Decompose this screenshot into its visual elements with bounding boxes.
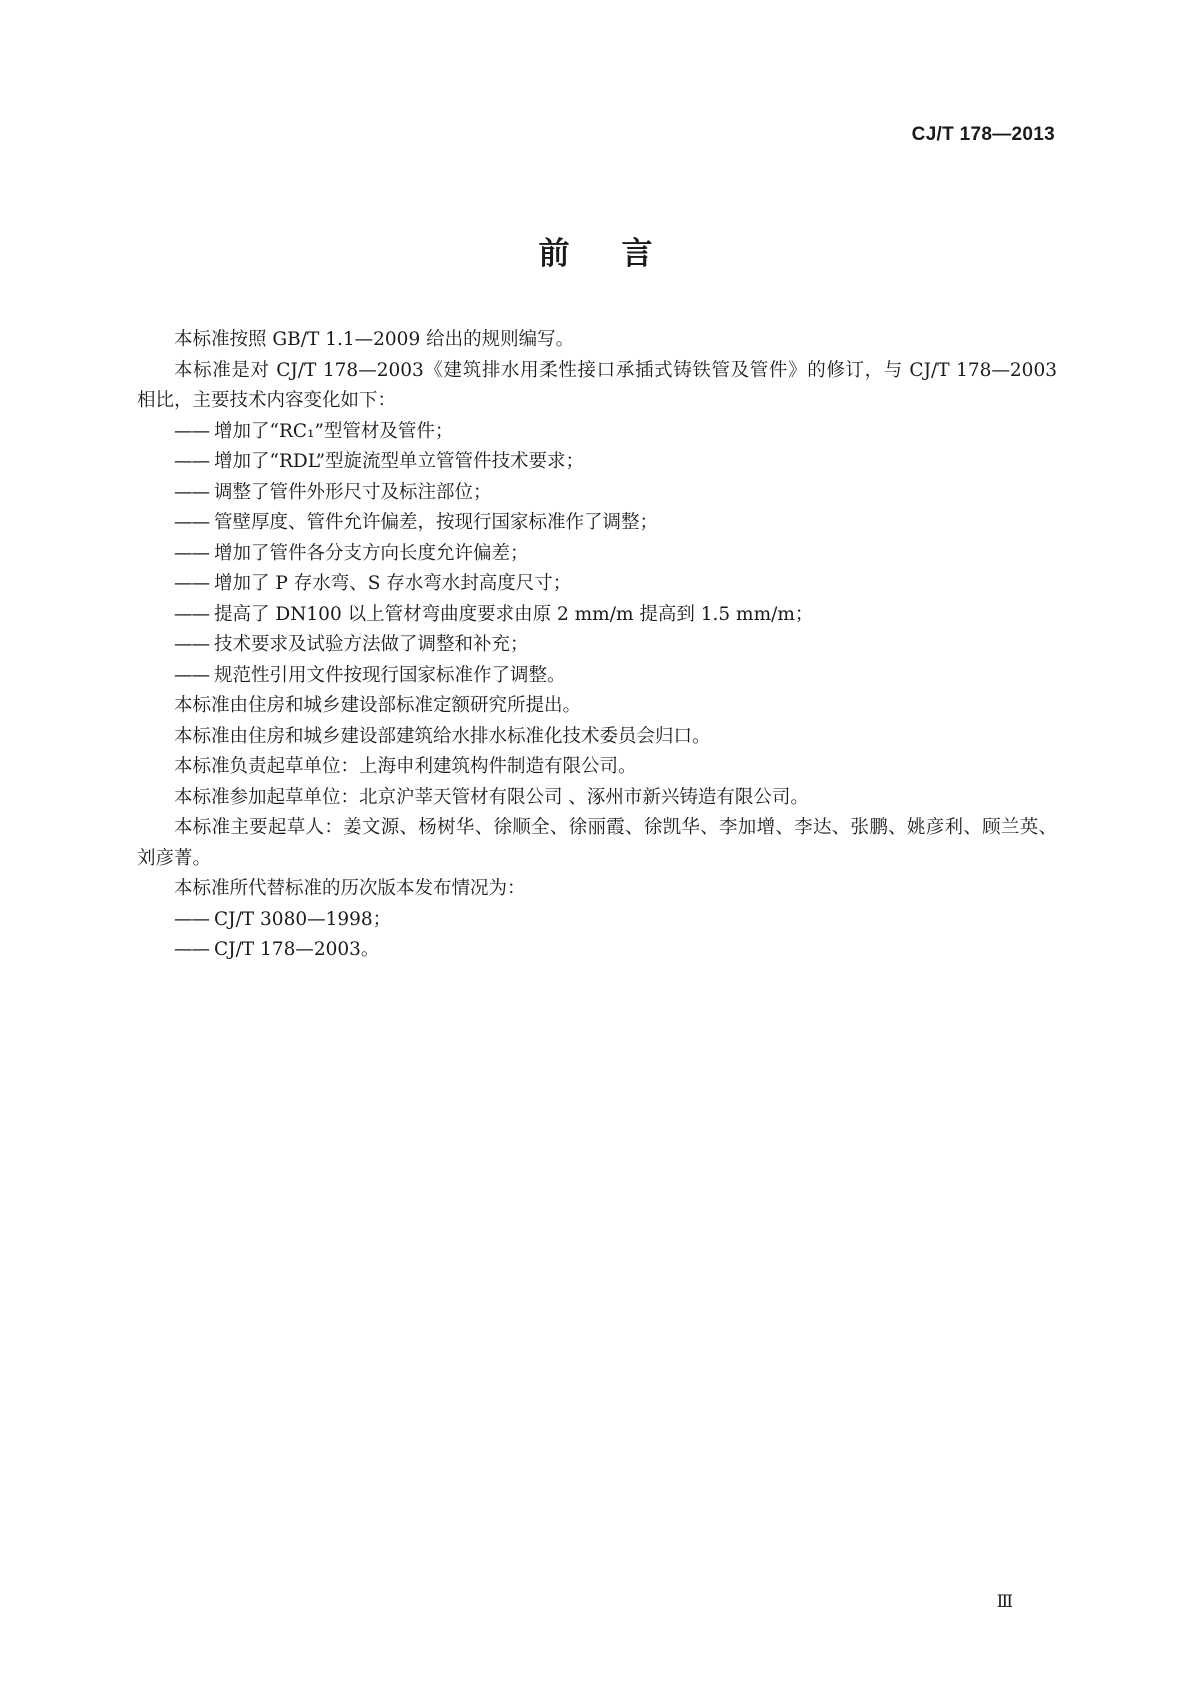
standard-code: CJ/T 178—2013 xyxy=(911,124,1055,145)
list-item xyxy=(137,905,1057,936)
dash-mark: —— xyxy=(174,451,209,472)
dash-mark: —— xyxy=(174,603,209,625)
paragraph-history: 本标准所代替标准的历次版本发布情况为： xyxy=(174,878,526,899)
page-title: 前言 xyxy=(538,236,705,272)
list-item-text: 增加了“RDL”型旋流型单立管管件技术要求； xyxy=(214,451,585,472)
document-body xyxy=(137,325,1057,966)
paragraph-centralized: 本标准由住房和城乡建设部建筑给水排水标准化技术委员会归口。 xyxy=(174,725,711,747)
list-item-text: 规范性引用文件按现行国家标准作了调整。 xyxy=(214,664,566,686)
list-item xyxy=(137,508,1057,539)
list-item xyxy=(137,630,1057,661)
list-item xyxy=(137,569,1057,600)
dash-mark: —— xyxy=(174,512,209,533)
dash-mark: —— xyxy=(174,664,209,686)
list-item-text: CJ/T 3080—1998； xyxy=(214,908,392,930)
list-item-text: CJ/T 178—2003。 xyxy=(214,939,380,960)
list-item-text: 提高了 DN100 以上管材弯曲度要求由原 2 mm/m 提高到 1.5 mm/m； xyxy=(214,603,814,625)
paragraph-revision-intro: 本标准是对 CJ/T 178—2003《建筑排水用柔性接口承插式铸铁管及管件》的修订，与 CJ/T 178—2003 相比，主要技术内容变化如下： xyxy=(137,359,1057,411)
dash-mark: —— xyxy=(174,420,209,442)
list-item xyxy=(137,447,1057,478)
dash-mark: —— xyxy=(174,908,209,930)
paragraph-lead-drafter: 本标准负责起草单位：上海申利建筑构件制造有限公司。 xyxy=(174,756,637,777)
paragraph-drafting-rules: 本标准按照 GB/T 1.1—2009 给出的规则编写。 xyxy=(174,329,575,350)
list-item xyxy=(137,539,1057,570)
paragraph-drafters: 本标准主要起草人：姜文源、杨树华、徐顺全、徐丽霞、徐凯华、李加增、李达、张鹏、姚彦利、顾兰英、刘彦菁。 xyxy=(137,817,1057,869)
paragraph-proposer: 本标准由住房和城乡建设部标准定额研究所提出。 xyxy=(174,695,582,716)
list-item-text: 增加了管件各分支方向长度允许偏差； xyxy=(214,542,529,564)
list-item-text: 技术要求及试验方法做了调整和补充； xyxy=(214,634,529,655)
list-item xyxy=(137,661,1057,692)
list-item xyxy=(137,935,1057,966)
dash-mark: —— xyxy=(174,634,209,655)
dash-mark: —— xyxy=(174,542,209,564)
list-item-text: 管壁厚度、管件允许偏差，按现行国家标准作了调整； xyxy=(214,512,659,533)
list-item xyxy=(137,478,1057,509)
page-number: Ⅲ xyxy=(996,1592,1013,1612)
list-item-text: 增加了 P 存水弯、S 存水弯水封高度尺寸； xyxy=(214,573,572,594)
list-item xyxy=(137,417,1057,448)
dash-mark: —— xyxy=(174,939,209,960)
list-item-text: 增加了“RC₁”型管材及管件； xyxy=(214,420,454,442)
paragraph-participants: 本标准参加起草单位：北京沪莘天管材有限公司 、涿州市新兴铸造有限公司。 xyxy=(174,786,809,808)
dash-mark: —— xyxy=(174,573,209,594)
dash-mark: —— xyxy=(174,481,209,503)
list-item xyxy=(137,600,1057,631)
list-item-text: 调整了管件外形尺寸及标注部位； xyxy=(214,481,492,503)
